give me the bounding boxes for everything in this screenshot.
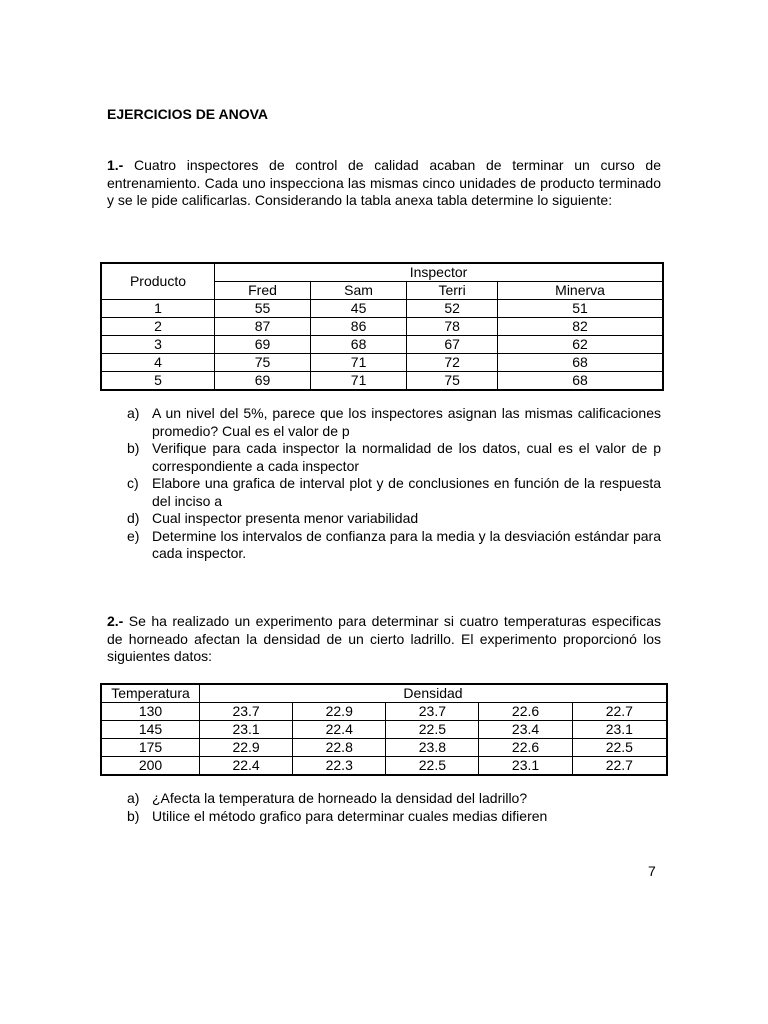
question-label: b) bbox=[127, 440, 140, 456]
density-cell: 23.1 bbox=[479, 757, 572, 776]
table-row bbox=[101, 739, 667, 757]
density-cell: 22.7 bbox=[572, 703, 667, 721]
score-cell: 86 bbox=[311, 318, 407, 336]
table-header-inspector: Inspector bbox=[215, 263, 664, 282]
temperature-cell: 145 bbox=[101, 721, 200, 739]
density-cell: 22.5 bbox=[386, 757, 479, 776]
score-cell: 68 bbox=[311, 336, 407, 354]
density-table bbox=[100, 683, 668, 776]
question-item bbox=[127, 510, 661, 528]
score-cell: 72 bbox=[407, 354, 498, 372]
table-row bbox=[101, 318, 663, 336]
density-cell: 22.7 bbox=[572, 757, 667, 776]
page-title: EJERCICIOS DE ANOVA bbox=[107, 106, 269, 122]
score-cell: 69 bbox=[215, 372, 311, 391]
question-text: ¿Afecta la temperatura de horneado la densidad del ladrillo? bbox=[152, 790, 528, 806]
question-label: d) bbox=[127, 510, 140, 526]
exercise-2-number: 2.- bbox=[107, 613, 124, 629]
score-cell: 62 bbox=[498, 336, 663, 354]
density-cell: 22.4 bbox=[200, 757, 293, 776]
temperature-cell: 130 bbox=[101, 703, 200, 721]
temperature-cell: 175 bbox=[101, 739, 200, 757]
density-cell: 22.6 bbox=[479, 739, 572, 757]
exercise-1-questions bbox=[127, 405, 661, 563]
question-text: Cual inspector presenta menor variabilidad bbox=[152, 510, 419, 526]
question-text: Verifique para cada inspector la normalidad de los datos, cual es el valor de p correspondiente a cada inspector bbox=[152, 440, 661, 474]
question-label: a) bbox=[127, 405, 140, 421]
exercise-2-questions bbox=[127, 790, 661, 825]
score-cell: 67 bbox=[407, 336, 498, 354]
question-label: b) bbox=[127, 807, 140, 824]
density-cell: 22.6 bbox=[479, 703, 572, 721]
question-item bbox=[127, 790, 661, 808]
density-cell: 22.5 bbox=[572, 739, 667, 757]
score-cell: 55 bbox=[215, 300, 311, 318]
question-text: Determine los intervalos de confianza para la media y la desviación estándar para cada inspector. bbox=[152, 527, 661, 561]
question-label: e) bbox=[127, 527, 140, 544]
score-cell: 52 bbox=[407, 300, 498, 318]
table-row bbox=[101, 372, 663, 391]
question-item bbox=[127, 405, 661, 440]
table-header-densidad: Densidad bbox=[200, 684, 668, 703]
score-cell: 51 bbox=[498, 300, 663, 318]
product-cell: 4 bbox=[101, 354, 215, 372]
table-header-producto: Producto bbox=[101, 263, 215, 300]
question-label: c) bbox=[127, 475, 139, 491]
density-cell: 23.8 bbox=[386, 739, 479, 757]
exercise-1-statement bbox=[107, 157, 661, 210]
density-cell: 22.8 bbox=[293, 739, 386, 757]
page-number: 7 bbox=[648, 863, 656, 879]
question-text: Utilice el método grafico para determinar cuales medias difieren bbox=[152, 807, 548, 824]
exercise-1-text: Cuatro inspectores de control de calidad acaban de terminar un curso de entrenamiento. Cada uno inspecciona las mismas cinco unidades de producto terminado y se le pide calificarlas. Considerando la tabla anexa tabla determine lo siguiente: bbox=[107, 157, 661, 208]
score-cell: 69 bbox=[215, 336, 311, 354]
product-cell: 2 bbox=[101, 318, 215, 336]
table-row bbox=[101, 757, 667, 776]
question-item bbox=[127, 475, 661, 510]
question-text: A un nivel del 5%, parece que los inspectores asignan las mismas calificaciones promedio? Cual es el valor de p bbox=[152, 405, 661, 439]
score-cell: 78 bbox=[407, 318, 498, 336]
density-cell: 22.3 bbox=[293, 757, 386, 776]
question-item bbox=[127, 440, 661, 475]
inspector-column-header: Terri bbox=[407, 282, 498, 300]
product-cell: 3 bbox=[101, 336, 215, 354]
table-row bbox=[101, 703, 667, 721]
score-cell: 68 bbox=[498, 354, 663, 372]
density-cell: 22.9 bbox=[293, 703, 386, 721]
question-label: a) bbox=[127, 790, 140, 806]
inspector-scores-table bbox=[100, 262, 664, 391]
exercise-1-number: 1.- bbox=[107, 157, 124, 173]
product-cell: 1 bbox=[101, 300, 215, 318]
question-text: Elabore una grafica de interval plot y de conclusiones en función de la respuesta del inciso a bbox=[152, 475, 661, 509]
density-cell: 22.9 bbox=[200, 739, 293, 757]
score-cell: 87 bbox=[215, 318, 311, 336]
density-cell: 23.1 bbox=[572, 721, 667, 739]
score-cell: 82 bbox=[498, 318, 663, 336]
question-item bbox=[127, 808, 661, 826]
table-row bbox=[101, 721, 667, 739]
table-header-temperatura: Temperatura bbox=[101, 684, 200, 703]
product-cell: 5 bbox=[101, 372, 215, 391]
score-cell: 68 bbox=[498, 372, 663, 391]
table-row bbox=[101, 336, 663, 354]
density-cell: 22.5 bbox=[386, 721, 479, 739]
score-cell: 75 bbox=[215, 354, 311, 372]
score-cell: 75 bbox=[407, 372, 498, 391]
score-cell: 71 bbox=[311, 354, 407, 372]
score-cell: 71 bbox=[311, 372, 407, 391]
temperature-cell: 200 bbox=[101, 757, 200, 776]
score-cell: 45 bbox=[311, 300, 407, 318]
question-item bbox=[127, 528, 661, 563]
exercise-2-text: Se ha realizado un experimento para determinar si cuatro temperaturas especificas de horneado afectan la densidad de un cierto ladrillo. El experimento proporcionó los siguientes datos: bbox=[107, 613, 661, 664]
density-cell: 23.1 bbox=[200, 721, 293, 739]
table-row bbox=[101, 300, 663, 318]
density-cell: 23.7 bbox=[200, 703, 293, 721]
density-cell: 23.4 bbox=[479, 721, 572, 739]
inspector-column-header: Fred bbox=[215, 282, 311, 300]
table-row bbox=[101, 354, 663, 372]
exercise-2-statement bbox=[107, 613, 661, 666]
density-cell: 23.7 bbox=[386, 703, 479, 721]
inspector-column-header: Minerva bbox=[498, 282, 663, 300]
inspector-column-header: Sam bbox=[311, 282, 407, 300]
density-cell: 22.4 bbox=[293, 721, 386, 739]
